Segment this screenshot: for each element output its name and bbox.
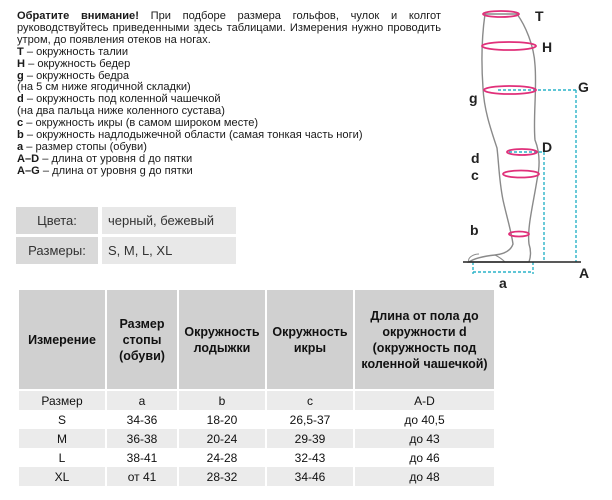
note-text: – окружность надлодыжечной области (самая тонкая часть ноги)	[23, 129, 363, 142]
table-cell: 24-28	[178, 448, 266, 467]
label-d: d	[471, 150, 480, 166]
notes-list	[17, 47, 441, 178]
table-cell: 32-43	[266, 448, 354, 467]
note-text: – длина от уровня g до пятки	[39, 164, 193, 177]
attention-paragraph	[17, 11, 441, 47]
note-text: – окружность бедра	[23, 69, 130, 82]
table-cell: 29-39	[266, 429, 354, 448]
table-cell: до 46	[354, 448, 495, 467]
table-cell: 38-41	[106, 448, 178, 467]
note-key: a	[17, 140, 24, 153]
size-chart-table	[17, 288, 496, 486]
table-cell: b	[178, 390, 266, 410]
header-calf: Окружность икры	[266, 289, 354, 390]
table-cell: 28-32	[178, 467, 266, 486]
size-table-body	[18, 390, 495, 486]
leg-measurement-diagram	[455, 0, 612, 292]
ring-hips	[482, 42, 536, 50]
table-cell: 36-38	[106, 429, 178, 448]
note-text: – длина от уровня d до пятки	[39, 152, 193, 165]
sizes-label: Размеры:	[16, 237, 98, 264]
note-text: – размер стопы (обуви)	[23, 140, 147, 153]
note-text: (на два пальца ниже коленного сустава)	[17, 105, 225, 118]
table-cell: 34-36	[106, 410, 178, 429]
label-b: b	[470, 222, 479, 238]
note-key: c	[17, 117, 24, 130]
note-text: – окружность бедер	[25, 57, 131, 70]
sizes-row	[16, 237, 236, 264]
table-cell: A-D	[354, 390, 495, 410]
label-H: H	[542, 39, 553, 55]
header-foot-size: Размер стопы (обуви)	[106, 289, 178, 390]
attention-heading: Обратите внимание!	[17, 10, 139, 22]
table-cell: до 40,5	[354, 410, 495, 429]
table-cell: L	[18, 448, 106, 467]
table-cell: M	[18, 429, 106, 448]
label-T: T	[535, 8, 544, 24]
label-g: g	[469, 90, 478, 106]
leg-outline	[469, 14, 539, 262]
note-text: – окружность икры (в самом широком месте)	[23, 117, 259, 130]
ring-calf	[503, 171, 539, 178]
ring-ankle	[509, 232, 529, 237]
table-cell: 20-24	[178, 429, 266, 448]
size-table-header	[18, 289, 495, 390]
colors-value: черный, бежевый	[102, 207, 236, 234]
note-key: H	[17, 57, 26, 70]
colors-sizes-box	[16, 204, 236, 267]
header-measurement: Измерение	[18, 289, 106, 390]
colors-label: Цвета:	[16, 207, 98, 234]
table-cell: до 48	[354, 467, 495, 486]
foot-outline	[469, 254, 505, 262]
circumference-rings	[482, 11, 539, 237]
table-row	[18, 390, 495, 410]
table-row	[18, 448, 495, 467]
label-c: c	[471, 167, 479, 183]
measurement-guides	[473, 90, 576, 274]
label-a: a	[499, 275, 507, 291]
table-cell: 18-20	[178, 410, 266, 429]
note-text: – окружность талии	[23, 45, 129, 58]
header-ankle: Окружность лодыжки	[178, 289, 266, 390]
note-key: A–D	[17, 152, 40, 165]
note-key: T	[17, 45, 24, 58]
table-row	[18, 467, 495, 486]
table-cell: от 41	[106, 467, 178, 486]
table-cell: Размер	[18, 390, 106, 410]
note-key: A–G	[17, 164, 40, 177]
table-cell: S	[18, 410, 106, 429]
table-cell: до 43	[354, 429, 495, 448]
colors-row	[16, 207, 236, 234]
note-key: d	[17, 93, 24, 106]
table-row	[18, 429, 495, 448]
table-cell: XL	[18, 467, 106, 486]
table-cell: c	[266, 390, 354, 410]
note-line	[17, 166, 441, 178]
label-D: D	[542, 139, 553, 155]
table-cell: 26,5-37	[266, 410, 354, 429]
note-text: – окружность под коленной чашечкой	[23, 93, 221, 106]
note-key: g	[17, 69, 24, 82]
header-length: Длина от пола до окружности d (окружность под коленной чашечкой)	[354, 289, 495, 390]
attention-text: При подборе размера гольфов, чулок и колгот руководствуйтесь приведенными здесь таблицами. Измерения нужно проводить утром, до появления отеков на ногах.	[17, 10, 442, 46]
label-A: A	[579, 265, 590, 281]
measurement-notes	[17, 11, 441, 178]
note-text: (на 5 см ниже ягодичной складки)	[17, 81, 191, 94]
table-row	[18, 410, 495, 429]
label-G: G	[578, 79, 589, 95]
note-key: b	[17, 129, 24, 142]
table-cell: 34-46	[266, 467, 354, 486]
sizes-value: S, M, L, XL	[102, 237, 236, 264]
table-cell: a	[106, 390, 178, 410]
